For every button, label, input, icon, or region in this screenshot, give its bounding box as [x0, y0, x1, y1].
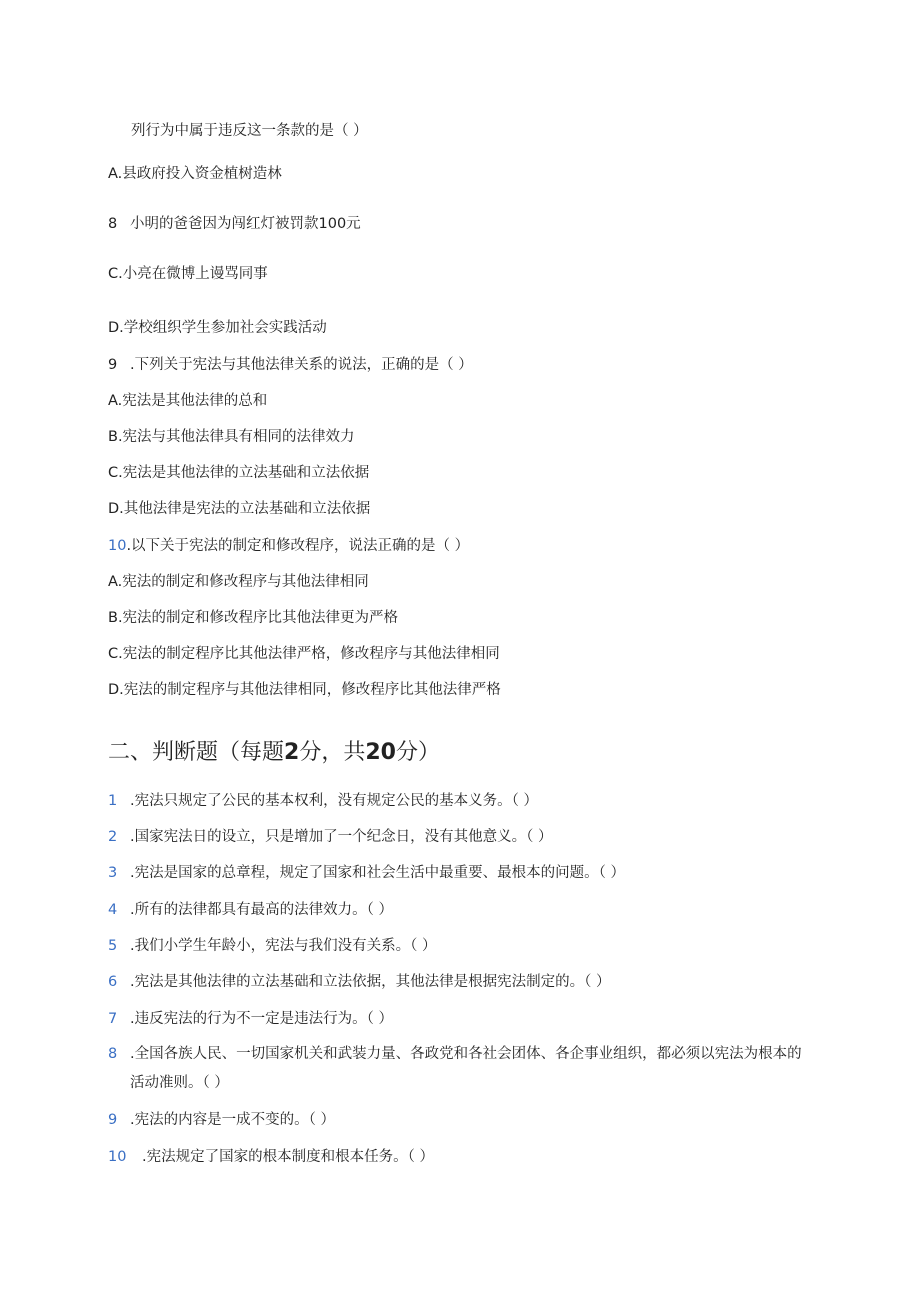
question-10-option-b: B.宪法的制定和修改程序比其他法律更为严格 [108, 610, 399, 626]
judgment-item-5 [108, 936, 436, 956]
item-text: .宪法是国家的总章程，规定了国家和社会生活中最重要、最根本的问题。（ ） [130, 865, 625, 881]
title-mid: 分，共 [299, 740, 366, 765]
item-number: 7 [108, 1011, 118, 1027]
title-prefix: 二、判断题（每题 [108, 740, 285, 765]
judgment-item-2 [108, 827, 552, 847]
judgment-item-3 [108, 863, 625, 883]
question-9-option-c: C.宪法是其他法律的立法基础和立法依据 [108, 465, 370, 481]
item-text: .违反宪法的行为不一定是违法行为。（ ） [130, 1011, 393, 1027]
item-text: .宪法只规定了公民的基本权利，没有规定公民的基本义务。（ ） [130, 793, 538, 809]
judgment-item-10 [108, 1147, 434, 1167]
item-number: 4 [108, 902, 118, 918]
title-score: 2 [284, 740, 300, 765]
question-7-stem-tail: 列行为中属于违反这一条款的是（ ） [131, 123, 368, 139]
item-text: .宪法的内容是一成不变的。（ ） [130, 1112, 335, 1128]
item-text: .所有的法律都具有最高的法律效力。（ ） [130, 902, 393, 918]
question-9-option-d: D.其他法律是宪法的立法基础和立法依据 [108, 501, 371, 517]
question-number: 9 [108, 357, 118, 373]
title-total: 20 [365, 740, 396, 765]
section-2-title [108, 738, 440, 768]
item-number: 1 [108, 793, 118, 809]
question-9-stem [108, 355, 473, 375]
question-text: .以下关于宪法的制定和修改程序，说法正确的是（ ） [126, 538, 470, 554]
title-suffix: 分） [395, 740, 440, 765]
item-text: .宪法是其他法律的立法基础和立法依据，其他法律是根据宪法制定的。（ ） [130, 974, 611, 990]
item-number: 3 [108, 865, 118, 881]
question-10-option-a: A.宪法的制定和修改程序与其他法律相同 [108, 574, 369, 590]
question-text: .下列关于宪法与其他法律关系的说法，正确的是（ ） [130, 357, 473, 373]
judgment-item-1 [108, 791, 538, 811]
judgment-item-9 [108, 1110, 335, 1130]
item-number: 6 [108, 974, 118, 990]
question-9-option-b: B.宪法与其他法律具有相同的法律效力 [108, 429, 355, 445]
question-7-option-a: A.县政府投入资金植树造林 [108, 166, 282, 182]
question-9-option-a: A.宪法是其他法律的总和 [108, 393, 268, 409]
item-number: 10 [108, 1149, 127, 1165]
question-number: 10 [108, 538, 127, 554]
option-b-text: 小明的爸爸因为闯红灯被罚款100元 [130, 216, 361, 232]
question-7-option-c: C.小亮在微博上谩骂同事 [108, 266, 268, 282]
question-10-option-c: C.宪法的制定程序比其他法律严格，修改程序与其他法律相同 [108, 646, 500, 662]
item-text: .宪法规定了国家的根本制度和根本任务。（ ） [142, 1149, 434, 1165]
judgment-item-7 [108, 1009, 393, 1029]
option-b-number: 8 [108, 216, 118, 232]
question-10-option-d: D.宪法的制定程序与其他法律相同，修改程序比其他法律严格 [108, 682, 501, 698]
item-number: 8 [108, 1046, 118, 1062]
judgment-item-4 [108, 900, 393, 920]
item-text: .我们小学生年龄小，宪法与我们没有关系。（ ） [130, 938, 437, 954]
question-7-option-d: D.学校组织学生参加社会实践活动 [108, 320, 327, 336]
question-7-option-b [108, 214, 361, 234]
judgment-item-8 [108, 1040, 808, 1098]
judgment-item-6 [108, 972, 610, 992]
item-number: 9 [108, 1112, 118, 1128]
item-number: 5 [108, 938, 118, 954]
question-10-stem [108, 536, 469, 556]
item-text: .国家宪法日的设立，只是增加了一个纪念日，没有其他意义。（ ） [130, 829, 553, 845]
item-text: .全国各族人民、一切国家机关和武装力量、各政党和各社会团体、各企事业组织，都必须以宪法为根本的活动准则。（ ） [130, 1046, 802, 1091]
item-number: 2 [108, 829, 118, 845]
